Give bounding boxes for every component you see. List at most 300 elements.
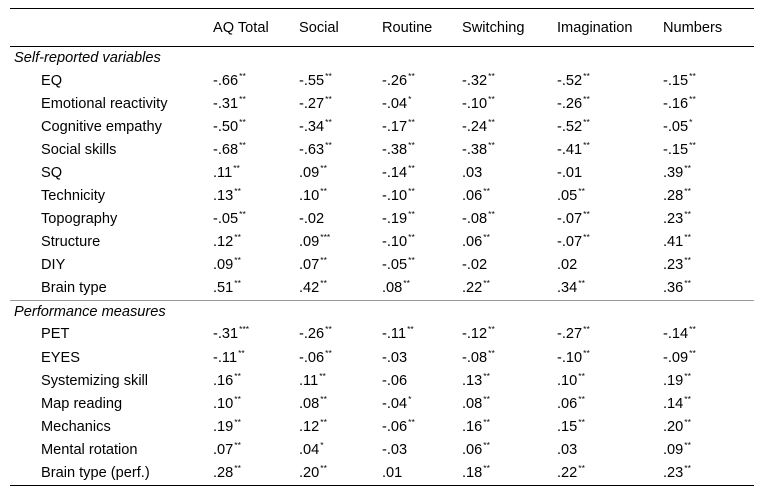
significance-marker: **: [684, 209, 691, 220]
correlation-value: -.03: [382, 441, 408, 458]
correlation-value: -.06: [299, 349, 325, 366]
cell-numbers: [660, 138, 754, 161]
cell-switching: [459, 161, 554, 184]
correlation-value: -.17: [382, 118, 408, 135]
cell-routine: [379, 415, 459, 438]
cell-routine: [379, 138, 459, 161]
correlation-value: -.27: [299, 95, 325, 112]
significance-marker: **: [320, 463, 327, 474]
cell-social: [296, 208, 379, 231]
cell-switching: [459, 92, 554, 115]
correlation-value: .09: [299, 234, 320, 251]
cell-social: [296, 277, 379, 301]
correlation-value: -.10: [382, 188, 408, 205]
significance-marker: **: [239, 209, 246, 220]
correlation-value: -.09: [663, 349, 689, 366]
correlation-value: -.34: [299, 118, 325, 135]
significance-marker: **: [483, 439, 490, 450]
row-label: Map reading: [41, 395, 123, 412]
correlation-value: -.14: [663, 326, 689, 343]
cell-routine: [379, 208, 459, 231]
significance-marker: **: [320, 416, 327, 427]
correlation-table: [10, 8, 754, 486]
correlation-value: -.02: [299, 211, 325, 228]
cell-routine: [379, 254, 459, 277]
correlation-value: -.32: [462, 72, 488, 89]
cell-routine: [379, 392, 459, 415]
cell-aq-total: [210, 369, 296, 392]
cell-aq-total: [210, 161, 296, 184]
cell-switching: [459, 254, 554, 277]
correlation-value: .02: [557, 257, 578, 274]
correlation-value: .18: [462, 465, 483, 482]
cell-imagination: [554, 208, 660, 231]
correlation-value: .06: [462, 188, 483, 205]
table-body: [10, 47, 754, 486]
correlation-value: -.06: [382, 418, 408, 435]
correlation-value: -.06: [382, 372, 408, 389]
cell-numbers: [660, 115, 754, 138]
header-cell-routine: Routine: [379, 9, 459, 47]
cell-switching: [459, 115, 554, 138]
significance-marker: **: [234, 255, 241, 266]
significance-marker: **: [689, 70, 696, 81]
table-row: [10, 277, 754, 301]
table-row: [10, 161, 754, 184]
cell-social: [296, 438, 379, 461]
correlation-value: .10: [557, 372, 578, 389]
table-row: [10, 184, 754, 207]
row-label: Technicity: [41, 188, 106, 205]
significance-marker: **: [233, 162, 240, 173]
correlation-value: -.08: [462, 349, 488, 366]
cell-switching: [459, 69, 554, 92]
correlation-value: -.31: [213, 326, 239, 343]
cell-numbers: [660, 231, 754, 254]
correlation-value: .20: [299, 465, 320, 482]
correlation-value: .14: [663, 395, 684, 412]
significance-marker: **: [408, 186, 415, 197]
significance-marker: **: [239, 116, 246, 127]
cell-imagination: [554, 323, 660, 346]
cell-routine: [379, 184, 459, 207]
significance-marker: **: [578, 393, 585, 404]
cell-routine: [379, 346, 459, 369]
correlation-value: .08: [299, 395, 320, 412]
correlation-value: -.15: [663, 72, 689, 89]
correlation-value: -.52: [557, 72, 583, 89]
cell-social: [296, 415, 379, 438]
correlation-value: .12: [213, 234, 234, 251]
cell-routine: [379, 92, 459, 115]
cell-aq-total: [210, 415, 296, 438]
significance-marker: **: [320, 186, 327, 197]
correlation-value: .13: [213, 188, 234, 205]
significance-marker: **: [689, 347, 696, 358]
cell-imagination: [554, 277, 660, 301]
cell-aq-total: [210, 323, 296, 346]
table-row: [10, 254, 754, 277]
table-row: [10, 92, 754, 115]
cell-numbers: [660, 369, 754, 392]
cell-numbers: [660, 184, 754, 207]
correlation-value: -.07: [557, 211, 583, 228]
row-label: SQ: [41, 164, 63, 181]
cell-social: [296, 161, 379, 184]
correlation-value: .22: [557, 465, 578, 482]
row-label: EYES: [41, 349, 80, 366]
correlation-value: -.26: [557, 95, 583, 112]
significance-marker: **: [583, 70, 590, 81]
significance-marker: **: [684, 278, 691, 289]
correlation-value: -.15: [663, 141, 689, 158]
significance-marker: **: [583, 347, 590, 358]
header-cell-aq-total: AQ Total: [210, 9, 296, 47]
table-row: [10, 115, 754, 138]
cell-switching: [459, 392, 554, 415]
table-row: [10, 346, 754, 369]
correlation-value: .20: [663, 418, 684, 435]
correlation-value: .36: [663, 280, 684, 297]
section-title: Self-reported variables: [14, 50, 161, 66]
row-label: Structure: [41, 234, 101, 251]
correlation-value: .07: [299, 257, 320, 274]
correlation-value: .19: [213, 418, 234, 435]
cell-numbers: [660, 462, 754, 486]
cell-imagination: [554, 438, 660, 461]
correlation-value: -.11: [213, 349, 238, 366]
significance-marker: **: [689, 139, 696, 150]
correlation-value: -.10: [557, 349, 583, 366]
table-row: [10, 415, 754, 438]
cell-imagination: [554, 415, 660, 438]
correlation-value: -.11: [382, 326, 407, 343]
significance-marker: **: [684, 162, 691, 173]
cell-aq-total: [210, 346, 296, 369]
cell-aq-total: [210, 254, 296, 277]
cell-imagination: [554, 231, 660, 254]
cell-routine: [379, 161, 459, 184]
correlation-value: -.63: [299, 141, 325, 158]
significance-marker: **: [325, 116, 332, 127]
cell-social: [296, 369, 379, 392]
cell-numbers: [660, 254, 754, 277]
cell-social: [296, 184, 379, 207]
header-cell-blank: [10, 9, 210, 47]
cell-aq-total: [210, 115, 296, 138]
significance-marker: **: [583, 209, 590, 220]
correlation-value: -.05: [213, 211, 239, 228]
correlation-value: .12: [299, 418, 320, 435]
correlation-value: .23: [663, 257, 684, 274]
significance-marker: **: [583, 116, 590, 127]
cell-social: [296, 323, 379, 346]
significance-marker: **: [234, 370, 241, 381]
correlation-value: -.24: [462, 118, 488, 135]
significance-marker: **: [483, 278, 490, 289]
correlation-value: -.31: [213, 95, 239, 112]
cell-numbers: [660, 346, 754, 369]
correlation-value: .23: [663, 211, 684, 228]
correlation-value: .01: [382, 465, 403, 482]
correlation-value: .07: [213, 441, 234, 458]
significance-marker: ***: [239, 324, 250, 335]
cell-aq-total: [210, 438, 296, 461]
significance-marker: **: [488, 93, 495, 104]
significance-marker: **: [488, 70, 495, 81]
cell-aq-total: [210, 231, 296, 254]
cell-aq-total: [210, 462, 296, 486]
significance-marker: **: [684, 393, 691, 404]
significance-marker: **: [583, 139, 590, 150]
significance-marker: **: [325, 70, 332, 81]
cell-imagination: [554, 138, 660, 161]
significance-marker: **: [408, 255, 415, 266]
correlation-value: -.50: [213, 118, 239, 135]
correlation-value: .10: [299, 188, 320, 205]
cell-numbers: [660, 415, 754, 438]
correlation-value: .09: [213, 257, 234, 274]
significance-marker: **: [583, 232, 590, 243]
cell-social: [296, 346, 379, 369]
significance-marker: **: [483, 416, 490, 427]
correlation-value: -.16: [663, 95, 689, 112]
correlation-value: -.26: [299, 326, 325, 343]
correlation-value: .42: [299, 280, 320, 297]
cell-switching: [459, 323, 554, 346]
correlation-value: -.41: [557, 141, 583, 158]
cell-routine: [379, 438, 459, 461]
correlation-value: -.55: [299, 72, 325, 89]
correlation-value: -.07: [557, 234, 583, 251]
significance-marker: **: [689, 93, 696, 104]
row-label: Systemizing skill: [41, 372, 149, 389]
table-row: [10, 69, 754, 92]
correlation-value: -.08: [462, 211, 488, 228]
correlation-value: -.02: [462, 257, 488, 274]
cell-imagination: [554, 392, 660, 415]
correlation-value: .34: [557, 280, 578, 297]
cell-switching: [459, 415, 554, 438]
correlation-value: -.04: [382, 395, 408, 412]
significance-marker: **: [578, 186, 585, 197]
significance-marker: **: [488, 139, 495, 150]
significance-marker: **: [239, 139, 246, 150]
cell-imagination: [554, 254, 660, 277]
correlation-value: -.03: [382, 349, 408, 366]
significance-marker: **: [239, 93, 246, 104]
correlation-value: -.68: [213, 141, 239, 158]
row-label: Cognitive empathy: [41, 118, 162, 135]
header-cell-switching: Switching: [459, 9, 554, 47]
significance-marker: **: [483, 463, 490, 474]
significance-marker: **: [408, 232, 415, 243]
correlation-value: -.38: [382, 141, 408, 158]
header-cell-numbers: Numbers: [660, 9, 754, 47]
significance-marker: **: [578, 463, 585, 474]
significance-marker: *: [320, 439, 324, 450]
significance-marker: **: [684, 416, 691, 427]
row-label: PET: [41, 326, 70, 343]
cell-social: [296, 231, 379, 254]
cell-routine: [379, 323, 459, 346]
correlation-value: -.12: [462, 326, 488, 343]
significance-marker: **: [234, 232, 241, 243]
significance-marker: **: [408, 209, 415, 220]
significance-marker: **: [578, 416, 585, 427]
table-row: [10, 462, 754, 486]
significance-marker: **: [684, 232, 691, 243]
correlation-value: -.05: [382, 257, 408, 274]
cell-switching: [459, 231, 554, 254]
correlation-value: .22: [462, 280, 483, 297]
cell-switching: [459, 208, 554, 231]
correlation-value: -.10: [462, 95, 488, 112]
cell-imagination: [554, 115, 660, 138]
significance-marker: **: [488, 116, 495, 127]
significance-marker: *: [408, 393, 412, 404]
cell-switching: [459, 184, 554, 207]
significance-marker: **: [325, 139, 332, 150]
correlation-value: .15: [557, 418, 578, 435]
cell-switching: [459, 462, 554, 486]
table-header: [10, 9, 754, 47]
cell-aq-total: [210, 392, 296, 415]
significance-marker: **: [325, 93, 332, 104]
table-row: [10, 323, 754, 346]
correlation-value: -.04: [382, 95, 408, 112]
correlation-value: -.05: [663, 118, 689, 135]
table-row: [10, 438, 754, 461]
header-cell-social: Social: [296, 9, 379, 47]
row-label: Emotional reactivity: [41, 95, 168, 112]
correlation-value: .03: [557, 441, 578, 458]
significance-marker: *: [689, 116, 693, 127]
significance-marker: **: [234, 463, 241, 474]
cell-social: [296, 254, 379, 277]
row-label: DIY: [41, 257, 66, 274]
section-row: [10, 300, 754, 323]
cell-numbers: [660, 161, 754, 184]
cell-aq-total: [210, 208, 296, 231]
significance-marker: **: [407, 324, 414, 335]
correlation-value: -.01: [557, 164, 583, 181]
significance-marker: **: [234, 439, 241, 450]
significance-marker: **: [488, 347, 495, 358]
row-label: EQ: [41, 72, 63, 89]
cell-switching: [459, 277, 554, 301]
correlation-value: .16: [462, 418, 483, 435]
cell-social: [296, 92, 379, 115]
significance-marker: **: [234, 278, 241, 289]
significance-marker: **: [684, 370, 691, 381]
significance-marker: **: [483, 370, 490, 381]
cell-imagination: [554, 346, 660, 369]
correlation-value: .28: [213, 465, 234, 482]
correlation-value: -.27: [557, 326, 583, 343]
significance-marker: **: [578, 370, 585, 381]
correlation-value: -.66: [213, 72, 239, 89]
significance-marker: **: [483, 232, 490, 243]
cell-routine: [379, 69, 459, 92]
cell-numbers: [660, 438, 754, 461]
row-label: Topography: [41, 211, 118, 228]
significance-marker: **: [583, 93, 590, 104]
significance-marker: ***: [320, 232, 331, 243]
correlation-value: .11: [299, 372, 319, 389]
header-row: [10, 9, 754, 47]
significance-marker: **: [320, 393, 327, 404]
correlation-value: .09: [299, 164, 320, 181]
correlation-value: .06: [462, 234, 483, 251]
cell-aq-total: [210, 92, 296, 115]
significance-marker: **: [319, 370, 326, 381]
significance-marker: *: [408, 93, 412, 104]
section-row: [10, 47, 754, 70]
significance-marker: **: [408, 162, 415, 173]
cell-numbers: [660, 208, 754, 231]
cell-social: [296, 115, 379, 138]
significance-marker: **: [239, 70, 246, 81]
cell-social: [296, 69, 379, 92]
significance-marker: **: [583, 324, 590, 335]
correlation-value: .04: [299, 441, 320, 458]
correlation-value: .23: [663, 465, 684, 482]
cell-imagination: [554, 184, 660, 207]
significance-marker: **: [408, 116, 415, 127]
row-label: Mental rotation: [41, 441, 138, 458]
cell-numbers: [660, 69, 754, 92]
row-label: Brain type: [41, 280, 107, 297]
correlation-value: .11: [213, 164, 233, 181]
significance-marker: **: [234, 393, 241, 404]
significance-marker: **: [325, 324, 332, 335]
correlation-value: .06: [557, 395, 578, 412]
correlation-value: -.19: [382, 211, 408, 228]
correlation-value: -.38: [462, 141, 488, 158]
cell-aq-total: [210, 184, 296, 207]
cell-routine: [379, 115, 459, 138]
cell-routine: [379, 462, 459, 486]
significance-marker: **: [684, 463, 691, 474]
cell-aq-total: [210, 69, 296, 92]
cell-numbers: [660, 92, 754, 115]
significance-marker: **: [234, 416, 241, 427]
significance-marker: **: [320, 255, 327, 266]
correlation-value: .28: [663, 188, 684, 205]
correlation-value: .16: [213, 372, 234, 389]
significance-marker: **: [488, 209, 495, 220]
correlation-value: .19: [663, 372, 684, 389]
cell-numbers: [660, 392, 754, 415]
significance-marker: **: [234, 186, 241, 197]
correlation-value: -.26: [382, 72, 408, 89]
cell-social: [296, 462, 379, 486]
row-label: Brain type (perf.): [10, 462, 210, 486]
significance-marker: **: [684, 186, 691, 197]
correlation-value: .06: [462, 441, 483, 458]
cell-aq-total: [210, 277, 296, 301]
cell-switching: [459, 138, 554, 161]
section-title: Performance measures: [10, 300, 754, 323]
cell-imagination: [554, 462, 660, 486]
significance-marker: **: [483, 393, 490, 404]
row-label: Social skills: [41, 141, 117, 158]
cell-social: [296, 392, 379, 415]
correlation-value: .51: [213, 280, 234, 297]
correlation-value: -.10: [382, 234, 408, 251]
cell-social: [296, 138, 379, 161]
